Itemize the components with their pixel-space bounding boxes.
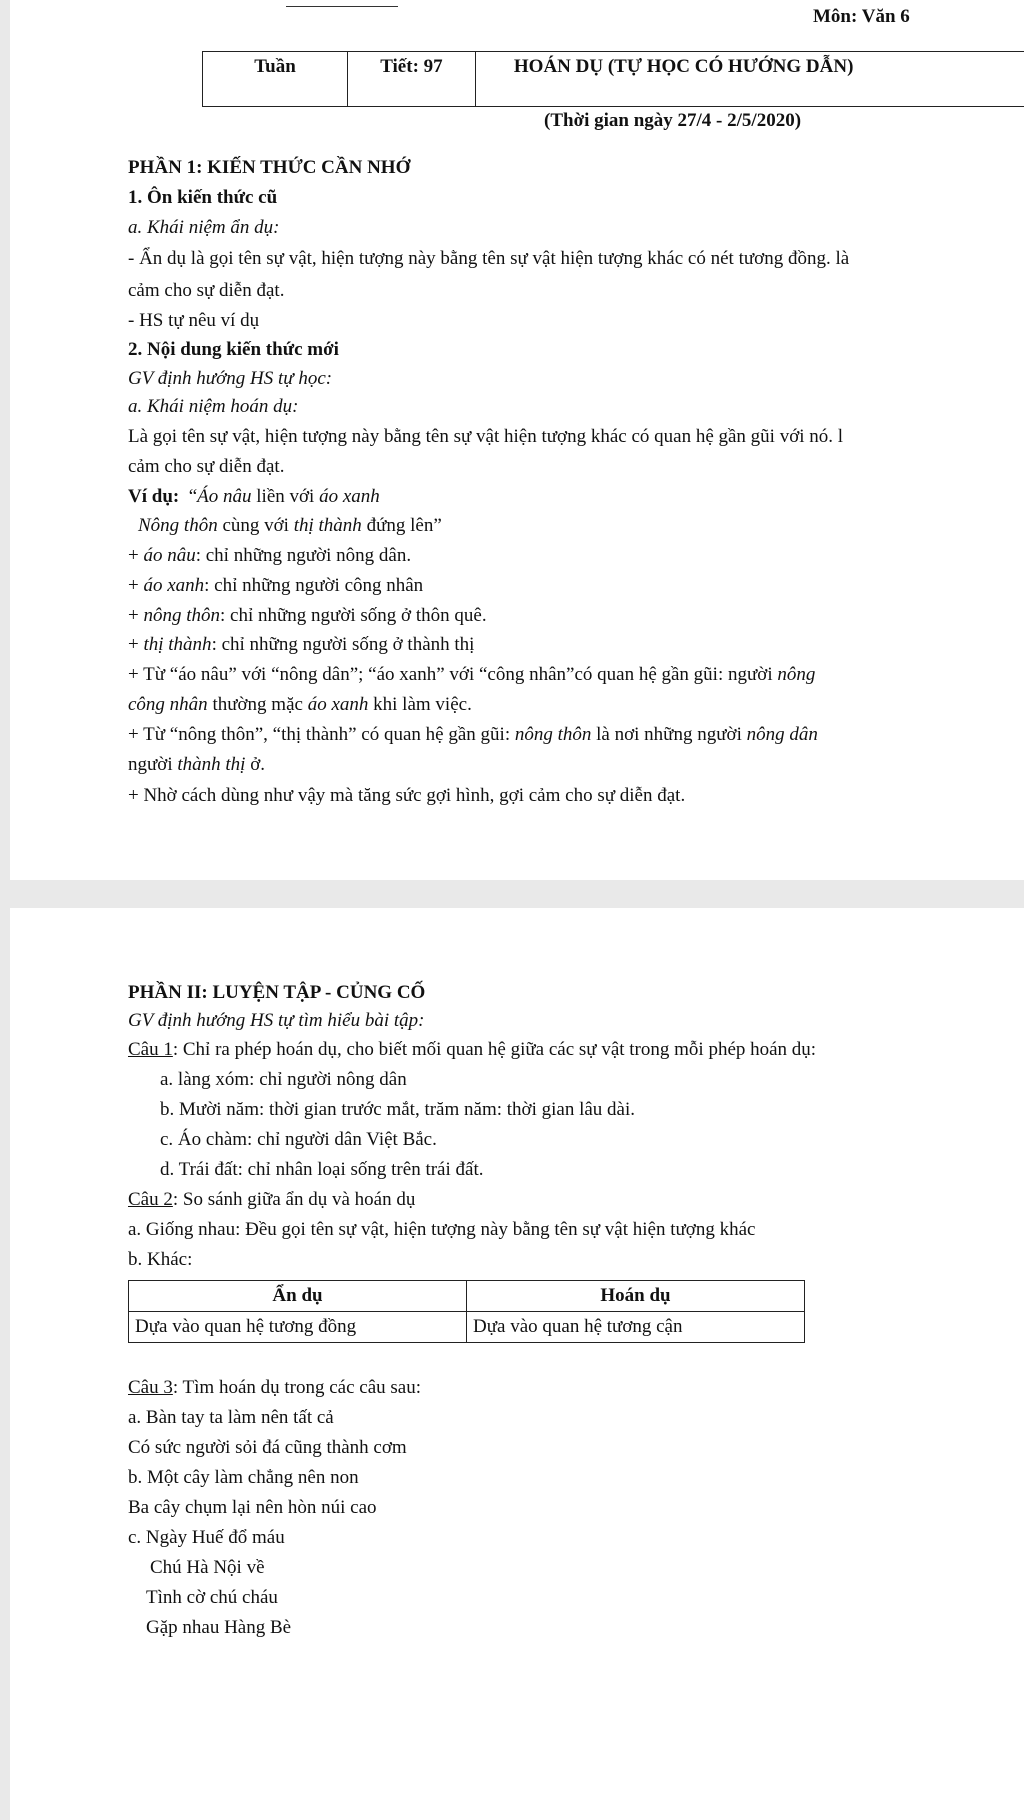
question2-b: b. Khác: (128, 1249, 193, 1270)
example-line1: Ví dụ: “Áo nâu liền với áo xanh (128, 486, 380, 507)
relation-explanation-1-line1: + Từ “áo nâu” với “nông dân”; “áo xanh” với “công nhân”có quan hệ gần gũi: người nông (128, 664, 816, 685)
relation-explanation-2-line1: + Từ “nông thôn”, “thị thành” có quan hệ gần gũi: nông thôn là nơi những người nông dân (128, 724, 818, 745)
part2-heading: PHẦN II: LUYỆN TẬP - CỦNG CỐ (128, 982, 426, 1003)
question1-a: a. làng xóm: chỉ người nông dân (160, 1069, 407, 1090)
part2-guide: GV định hướng HS tự tìm hiểu bài tập: (128, 1010, 425, 1031)
table-header-row (129, 1281, 805, 1312)
question3-a-line2: Có sức người sỏi đá cũng thành cơm (128, 1437, 407, 1458)
question1-d: d. Trái đất: chỉ nhân loại sống trên trái đất. (160, 1159, 484, 1180)
explanation-nong-thon: + nông thôn: chỉ những người sống ở thôn quê. (128, 605, 487, 626)
date-range: (Thời gian ngày 27/4 - 2/5/2020) (544, 110, 802, 131)
question3-c-line4: Gặp nhau Hàng Bè (146, 1617, 292, 1638)
question3-a-line1: a. Bàn tay ta làm nên tất cả (128, 1407, 334, 1428)
relation-explanation-1-line2: công nhân thường mặc áo xanh khi làm việc. (128, 694, 472, 715)
question3-b-line1: b. Một cây làm chẳng nên non (128, 1467, 359, 1488)
question1-b: b. Mười năm: thời gian trước mắt, trăm năm: thời gian lâu dài. (160, 1099, 635, 1120)
section1-a: a. Khái niệm ẩn dụ: (128, 217, 280, 238)
header-rule (286, 6, 398, 7)
conclusion-line: + Nhờ cách dùng như vậy mà tăng sức gợi hình, gợi cảm cho sự diễn đạt. (128, 785, 686, 806)
section2-a: a. Khái niệm hoán dụ: (128, 396, 299, 417)
explanation-thi-thanh: + thị thành: chỉ những người sống ở thành thị (128, 634, 475, 655)
lesson-header-table (202, 51, 1024, 107)
lesson-title-cell: HOÁN DỤ (TỰ HỌC CÓ HƯỚNG DẪN) (475, 52, 1024, 107)
question3-c-line2: Chú Hà Nội về (150, 1557, 265, 1578)
question3: Câu 3: Tìm hoán dụ trong các câu sau: (128, 1377, 422, 1398)
example-line2: Nông thôn cùng với thị thành đứng lên” (138, 515, 442, 536)
question3-c-line3: Tình cờ chú cháu (146, 1587, 278, 1608)
week-cell: Tuần (203, 52, 348, 107)
section1-title: 1. Ôn kiến thức cũ (128, 187, 278, 208)
metaphor-definition-line1: - Ẩn dụ là gọi tên sự vật, hiện tượng này bằng tên sự vật hiện tượng khác có nét tương đồng. là (128, 248, 850, 269)
metaphor-definition-line2: cảm cho sự diễn đạt. (128, 280, 285, 301)
document-page-1 (10, 0, 1024, 880)
question1: Câu 1: Chỉ ra phép hoán dụ, cho biết mối quan hệ giữa các sự vật trong mỗi phép hoán dụ: (128, 1039, 817, 1060)
period-cell: Tiết: 97 (347, 52, 475, 107)
metaphor-example-note: - HS tự nêu ví dụ (128, 310, 260, 331)
table-cell-an-du: Dựa vào quan hệ tương đồng (129, 1312, 467, 1343)
table-header-an-du: Ẩn dụ (129, 1281, 467, 1312)
question1-c: c. Áo chàm: chỉ người dân Việt Bắc. (160, 1129, 437, 1150)
relation-explanation-2-line2: người thành thị ở. (128, 754, 266, 775)
explanation-ao-xanh: + áo xanh: chỉ những người công nhân (128, 575, 424, 596)
explanation-ao-nau: + áo nâu: chỉ những người nông dân. (128, 545, 412, 566)
comparison-table (128, 1280, 805, 1343)
question2: Câu 2: So sánh giữa ẩn dụ và hoán dụ (128, 1189, 416, 1210)
question3-c-line1: c. Ngày Huế đổ máu (128, 1527, 285, 1548)
table-header-hoan-du: Hoán dụ (467, 1281, 805, 1312)
question3-b-line2: Ba cây chụm lại nên hòn núi cao (128, 1497, 377, 1518)
table-row (129, 1312, 805, 1343)
subject-label: Môn: Văn 6 (813, 6, 910, 27)
metonymy-definition-line1: Là gọi tên sự vật, hiện tượng này bằng tên sự vật hiện tượng khác có quan hệ gần gũi với nó. l (128, 426, 844, 447)
table-cell-hoan-du: Dựa vào quan hệ tương cận (467, 1312, 805, 1343)
part1-heading: PHẦN 1: KIẾN THỨC CẦN NHỚ (128, 157, 411, 178)
section2-guide: GV định hướng HS tự học: (128, 368, 333, 389)
section2-title: 2. Nội dung kiến thức mới (128, 339, 339, 360)
document-page-2 (10, 908, 1024, 1820)
question2-a: a. Giống nhau: Đều gọi tên sự vật, hiện tượng này bằng tên sự vật hiện tượng khác (128, 1219, 756, 1240)
metonymy-definition-line2: cảm cho sự diễn đạt. (128, 456, 285, 477)
